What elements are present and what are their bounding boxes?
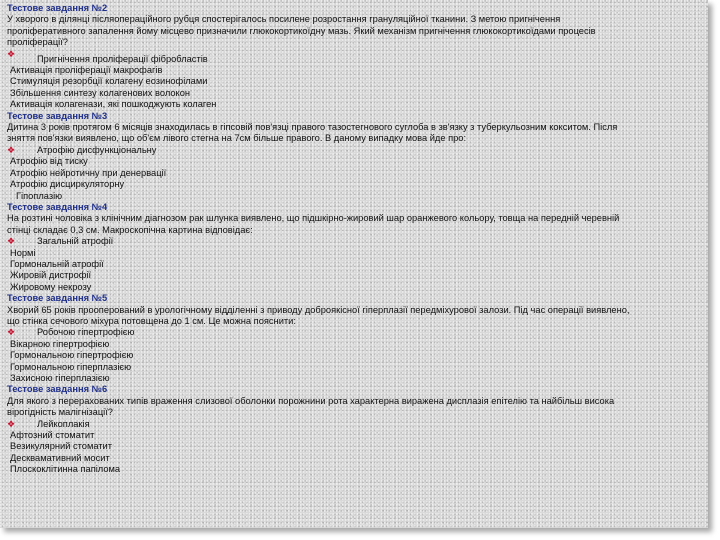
- checkmark-diamond-icon: ❖: [7, 327, 16, 338]
- answer-text: Загальній атрофії: [37, 236, 114, 247]
- question-2-option: Збільшення синтезу колагенових волокон: [10, 87, 191, 98]
- question-3-option: Атрофію від тиску: [10, 156, 88, 167]
- question-6-option: Афтозний стоматит: [10, 430, 95, 441]
- answer-text: Робочою гіпертрофією: [37, 327, 135, 338]
- question-5-text-line: Хворий 65 років прооперований в урологічному відділенні з приводу доброякісної гіперплазії передміхурової залози. Під час операції виявлено,: [7, 304, 630, 315]
- question-4-answer: [7, 236, 700, 247]
- question-3-text-line: зняття пов'язки виявлено, що об'єм лівого стегна на 7см більше правого. В даному випадку мова йде про:: [7, 133, 467, 144]
- question-2-option: Активація проліферації макрофагів: [10, 65, 163, 76]
- checkmark-diamond-icon: ❖: [7, 144, 16, 155]
- question-6-answer: [7, 419, 700, 430]
- question-2-answer: [7, 49, 700, 65]
- checkmark-diamond-icon: ❖: [7, 48, 16, 59]
- checkmark-diamond-icon: ❖: [7, 418, 16, 429]
- answer-text: Лейкоплакія: [37, 418, 90, 429]
- question-3-title: Тестове завдання №3: [7, 110, 108, 121]
- question-6-option: Плоскоклітинна папілома: [10, 464, 121, 475]
- question-4-text-line: стінці складає 0,3 см. Макроскопічна картина відповідає:: [7, 224, 253, 235]
- question-2-text-line: У хворого в ділянці післяопераційного рубця спостерігалось посилене розростання грануляційної тканини. З метою пригнічення: [7, 14, 561, 25]
- question-3-option: Атрофію нейротичну при денервації: [10, 167, 167, 178]
- question-5-option: Гормональною гіпертрофією: [10, 350, 134, 361]
- question-3-text-line: Дитина 3 років протягом 6 місяців знаходилась в гіпсовій пов'язці правого тазостегнового суглоба в зв'язку з туберкульозним кокситом. Після: [7, 122, 618, 133]
- question-5-option: Гормональною гіперплазією: [10, 361, 132, 372]
- question-3-option: Атрофію дисциркуляторну: [10, 179, 125, 190]
- question-5-option: Вікарною гіпертрофією: [10, 338, 110, 349]
- question-5-text-line: що стінка сечового міхура потовщена до 1 см. Це можна пояснити:: [7, 315, 296, 326]
- question-5-option: Захисною гіперплазією: [10, 373, 110, 383]
- answer-text: Атрофію дисфункціональну: [37, 144, 157, 155]
- question-4-title: Тестове завдання №4: [7, 201, 108, 212]
- question-5-title: Тестове завдання №5: [7, 293, 108, 304]
- question-2-text-line: проліферації?: [7, 37, 68, 48]
- question-2-option: Активація колагенази, які пошкоджують колаген: [10, 99, 217, 110]
- question-4-text-line: На розтині чоловіка з клінічним діагнозом рак шлунка виявлено, що підшкірно-жировий шар оранжевого кольору, товща на передній черевній: [7, 213, 620, 224]
- question-6-option: Десквамативний мосит: [10, 452, 110, 463]
- question-4-option: Гормональній атрофії: [10, 258, 104, 269]
- question-5-answer: [7, 327, 700, 338]
- question-2-text-line: проліферативного запалення йому місцево призначили глюкокортикоїдну мазь. Який механізм пригнічення глюкокортикоїдами процесів: [7, 25, 596, 36]
- question-4-option: Нормі: [10, 247, 36, 258]
- question-3-option: Гіпоплазію: [16, 190, 63, 201]
- question-3-answer: [7, 145, 700, 156]
- question-6-text-line: вірогідність малігнізації?: [7, 407, 113, 418]
- question-2-option: Стимуляція резорбції колагену еозинофілами: [10, 76, 208, 87]
- question-4-option: Жировій дистрофії: [10, 270, 92, 281]
- question-6-option: Везикулярний стоматит: [10, 441, 113, 452]
- question-6-title: Тестове завдання №6: [7, 384, 108, 395]
- checkmark-diamond-icon: ❖: [7, 236, 16, 247]
- question-6-text-line: Для якого з перерахованих типів враження слизової оболонки порожнини рота характерна виражена дисплазія епітелію та найбільш висока: [7, 395, 615, 406]
- answer-text: Пригнічення проліферації фібробластів: [37, 53, 208, 64]
- question-2-title: Тестове завдання №2: [7, 3, 108, 13]
- question-4-option: Жировому некрозу: [10, 281, 92, 292]
